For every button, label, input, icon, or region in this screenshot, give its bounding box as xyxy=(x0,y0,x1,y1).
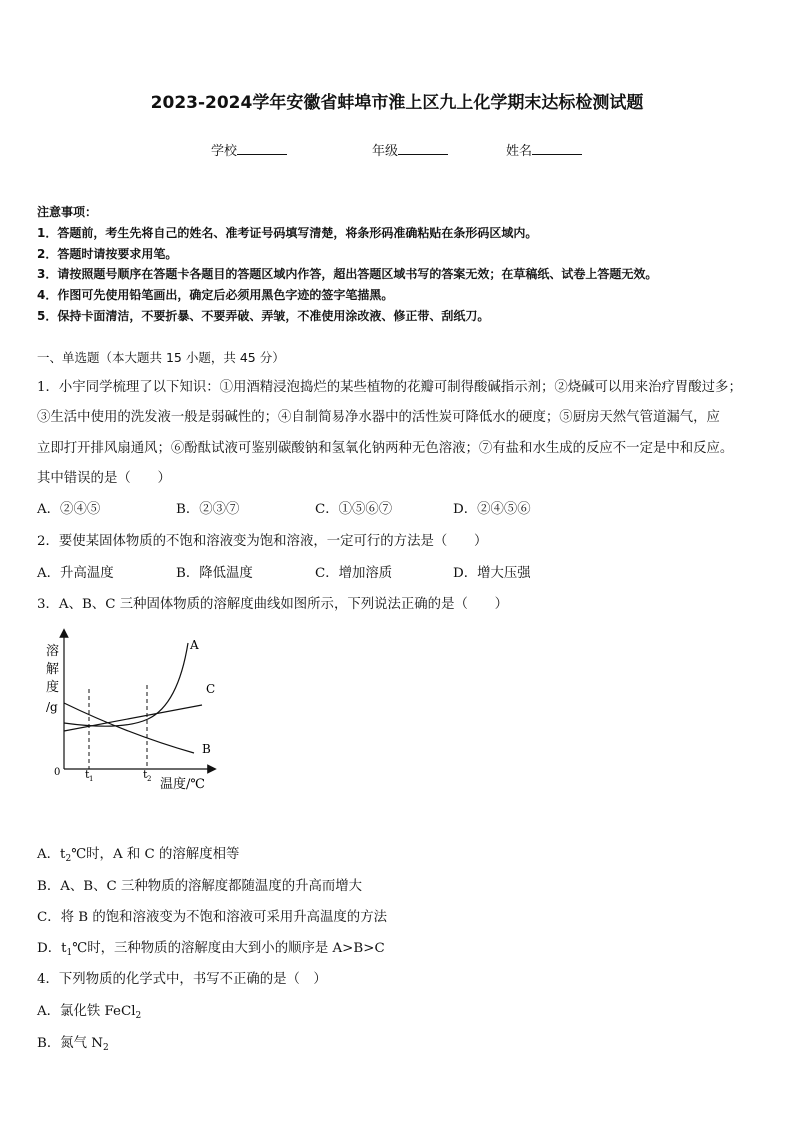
q3-stem: 3．A、B、C 三种固体物质的溶解度曲线如图所示，下列说法正确的是（ ） xyxy=(37,597,509,612)
name-blank xyxy=(532,142,582,155)
school-label: 学校 xyxy=(211,144,238,159)
q3-option-c: C．将 B 的饱和溶液变为不饱和溶液可采用升高温度的方法 xyxy=(37,910,387,925)
q1-option-a: A．②④⑤ xyxy=(37,502,101,517)
q2-option-b: B．降低温度 xyxy=(176,566,253,581)
q3-option-b: B．A、B、C 三种物质的溶解度都随温度的升高而增大 xyxy=(37,879,363,894)
q1-option-b: B．②③⑦ xyxy=(176,502,240,517)
q2-option-a: A．升高温度 xyxy=(37,566,114,581)
x-label: 温度/℃ xyxy=(160,777,205,792)
q3-option-d: D．$t_1℃$时，三种物质的溶解度由大到小的顺序是 A>B>C xyxy=(37,941,385,958)
q2-stem: 2．要使某固体物质的不饱和溶液变为饱和溶液，一定可行的方法是（ ） xyxy=(37,534,488,549)
q1-option-d: D．②④⑤⑥ xyxy=(453,502,531,517)
q1-option-c: C．①⑤⑥⑦ xyxy=(315,502,393,517)
q4-stem: 4．下列物质的化学式中，书写不正确的是（ ） xyxy=(37,972,327,987)
y-label: 解 xyxy=(46,662,60,677)
q3-option-a: A．$t_2℃$时，A 和 C 的溶解度相等 xyxy=(37,847,240,864)
page-title: 2023-2024学年安徽省蚌埠市淮上区九上化学期末达标检测试题 xyxy=(150,93,644,113)
grade-field xyxy=(372,140,448,159)
section-heading: 一、单选题（本大题共 15 小题，共 45 分） xyxy=(37,350,285,365)
notice-item: 3．请按照题号顺序在答题卡各题目的答题区域内作答，超出答题区域书写的答案无效；在草稿纸、试卷上答题无效。 xyxy=(37,267,658,281)
curve-a xyxy=(64,643,188,726)
name-label: 姓名 xyxy=(506,144,533,159)
notice-heading: 注意事项： xyxy=(37,205,98,219)
notice-item: 5．保持卡面清洁，不要折暴、不要弄破、弄皱，不准使用涂改液、修正带、刮纸刀。 xyxy=(37,309,490,323)
y-label: 度 xyxy=(46,680,60,695)
t2-label: t xyxy=(143,768,148,781)
school-blank xyxy=(237,142,287,155)
school-field xyxy=(211,140,287,159)
grade-label: 年级 xyxy=(372,144,399,159)
origin-label: 0 xyxy=(54,767,61,778)
curve-c xyxy=(64,705,202,731)
q1-line: 立即打开排风扇通风；⑥酚酞试液可鉴别碳酸钠和氢氧化钠两种无色溶液；⑦有盐和水生成的反应不一定是中和反应。 xyxy=(37,441,734,456)
q1-line: 其中错误的是（ ） xyxy=(37,471,171,486)
t1-label: t xyxy=(85,768,90,781)
y-label: /g xyxy=(46,700,58,714)
notice-item: 2．答题时请按要求用笔。 xyxy=(37,247,178,261)
notice-item: 4．作图可先使用铅笔画出，确定后必须用黑色字迹的签字笔描黑。 xyxy=(37,288,394,302)
q1-line: ③生活中使用的洗发液一般是弱碱性的；④自制简易净水器中的活性炭可降低水的硬度；⑤厨房天然气管道漏气，应 xyxy=(37,410,720,425)
q1-line: 1．小宇同学梳理了以下知识：①用酒精浸泡捣烂的某些植物的花瓣可制得酸碱指示剂；②烧碱可以用来治疗胃酸过多； xyxy=(37,380,742,395)
q2-option-d: D．增大压强 xyxy=(453,566,531,581)
t2-sub: 2 xyxy=(147,775,152,783)
t1-sub: 1 xyxy=(89,775,94,783)
q2-option-c: C．增加溶质 xyxy=(315,566,393,581)
q4-option-b: B．氮气 $N_2$ xyxy=(37,1036,109,1053)
curve-b-label: B xyxy=(202,742,211,756)
curve-c-label: C xyxy=(206,682,216,696)
grade-blank xyxy=(398,142,448,155)
solubility-curve-diagram xyxy=(40,625,230,800)
y-label: 溶 xyxy=(46,644,60,659)
curve-a-label: A xyxy=(190,638,199,652)
notice-item: 1．答题前，考生先将自己的姓名、准考证号码填写清楚，将条形码准确粘贴在条形码区域内。 xyxy=(37,226,538,240)
name-field xyxy=(506,140,582,159)
q4-option-a: A．氯化铁 FeCl$_2$ xyxy=(37,1004,142,1021)
